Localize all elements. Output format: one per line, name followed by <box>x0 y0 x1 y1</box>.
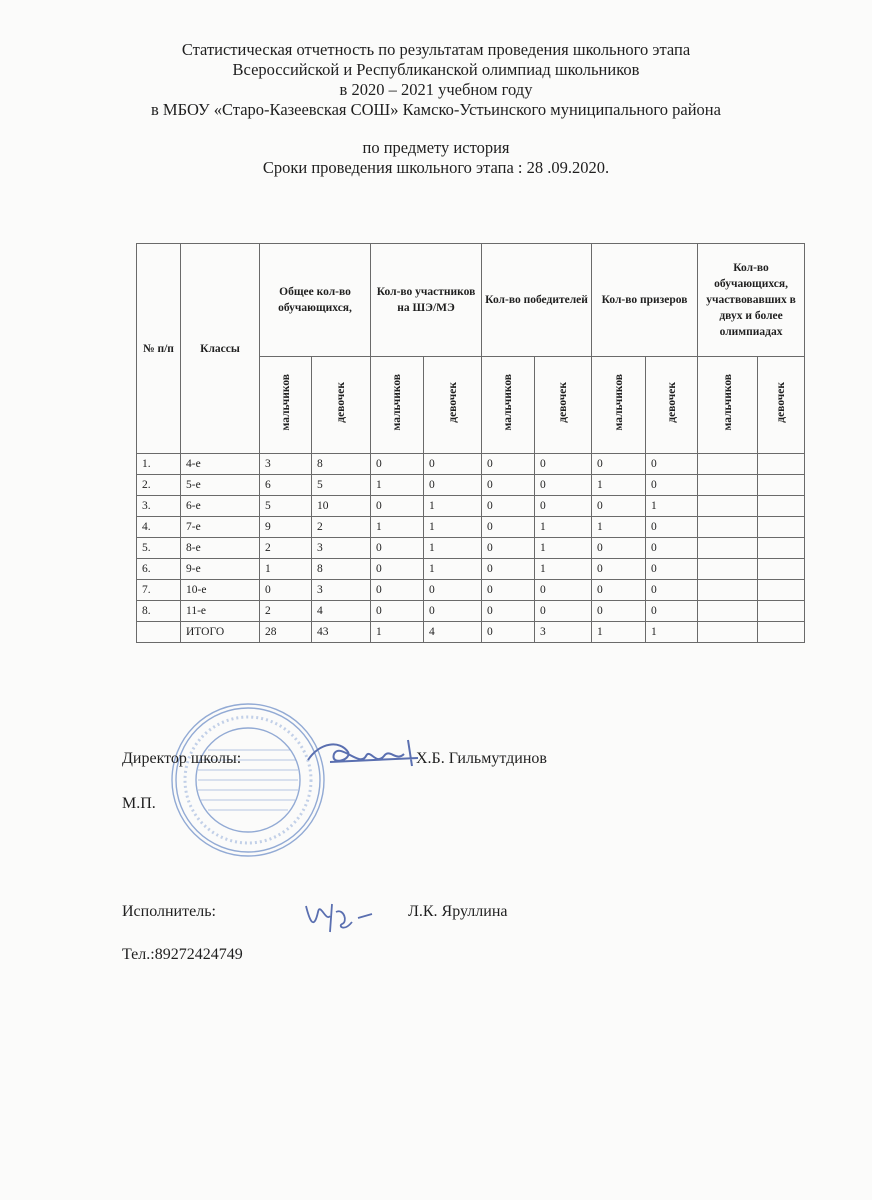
table-cell: 8 <box>312 559 371 580</box>
table-row <box>137 475 805 496</box>
table-cell: 0 <box>371 559 424 580</box>
table-cell <box>698 622 758 643</box>
header-total-students: Общее кол-во обучающихся, <box>260 244 371 357</box>
statistics-table <box>136 243 805 643</box>
table-cell <box>758 622 805 643</box>
table-cell: 0 <box>482 601 535 622</box>
table-cell: 0 <box>260 580 312 601</box>
header-winners: Кол-во победителей <box>482 244 592 357</box>
table-cell <box>698 517 758 538</box>
phone: Тел.:89272424749 <box>122 946 243 963</box>
executor-signature <box>296 892 386 942</box>
row-number: 2. <box>137 475 181 496</box>
subheader-girls: девочек <box>535 357 592 454</box>
executor-name: Л.К. Яруллина <box>408 903 508 920</box>
table-cell: 1 <box>592 475 646 496</box>
table-cell: 1 <box>424 559 482 580</box>
table-cell <box>698 475 758 496</box>
row-class: ИТОГО <box>181 622 260 643</box>
row-class: 4-е <box>181 454 260 475</box>
table-cell <box>758 580 805 601</box>
header-num: № п/п <box>137 244 181 454</box>
row-class: 10-е <box>181 580 260 601</box>
table-cell: 1 <box>592 517 646 538</box>
table-cell: 0 <box>592 580 646 601</box>
table-cell: 0 <box>482 475 535 496</box>
table-cell <box>758 454 805 475</box>
table-cell: 5 <box>312 475 371 496</box>
table-cell: 6 <box>260 475 312 496</box>
table-cell: 1 <box>535 517 592 538</box>
table-row <box>137 580 805 601</box>
table-cell: 0 <box>592 538 646 559</box>
table-cell: 3 <box>312 580 371 601</box>
table-cell: 1 <box>535 538 592 559</box>
row-number <box>137 622 181 643</box>
table-cell: 0 <box>371 496 424 517</box>
table-cell: 1 <box>424 517 482 538</box>
title-line-1: Статистическая отчетность по результатам проведения школьного этапа <box>181 40 691 59</box>
table-cell: 2 <box>312 517 371 538</box>
subheader-boys: мальчиков <box>260 357 312 454</box>
table-cell: 4 <box>424 622 482 643</box>
table-cell: 8 <box>312 454 371 475</box>
executor-label: Исполнитель: <box>122 903 216 920</box>
row-class: 7-е <box>181 517 260 538</box>
table-cell: 0 <box>424 601 482 622</box>
table-row <box>137 496 805 517</box>
table-cell <box>758 496 805 517</box>
title-line-4: в МБОУ «Старо-Казеевская СОШ» Камско-Устьинского муниципального района <box>151 100 721 119</box>
table-cell: 3 <box>312 538 371 559</box>
table-cell: 1 <box>371 475 424 496</box>
table-cell: 1 <box>424 496 482 517</box>
subheader-girls: девочек <box>758 357 805 454</box>
table-cell: 0 <box>592 559 646 580</box>
row-number: 1. <box>137 454 181 475</box>
table-cell <box>698 559 758 580</box>
row-class: 8-е <box>181 538 260 559</box>
table-cell <box>758 475 805 496</box>
subject-line: по предмету история <box>362 138 510 157</box>
table-cell: 0 <box>535 475 592 496</box>
table-cell: 1 <box>646 622 698 643</box>
table-row <box>137 454 805 475</box>
total-row <box>137 622 805 643</box>
table-cell <box>698 601 758 622</box>
table-cell <box>698 580 758 601</box>
table-cell: 10 <box>312 496 371 517</box>
table-cell: 1 <box>535 559 592 580</box>
table-cell: 0 <box>535 496 592 517</box>
seal-label: М.П. <box>122 795 156 812</box>
table-cell: 0 <box>646 580 698 601</box>
row-class: 9-е <box>181 559 260 580</box>
table-cell: 0 <box>646 475 698 496</box>
table-cell <box>698 454 758 475</box>
table-cell: 0 <box>646 601 698 622</box>
table-cell: 0 <box>482 538 535 559</box>
table-cell: 1 <box>646 496 698 517</box>
table-row <box>137 601 805 622</box>
table-cell: 0 <box>482 559 535 580</box>
table-cell: 5 <box>260 496 312 517</box>
table-cell <box>758 517 805 538</box>
table-cell: 0 <box>424 454 482 475</box>
row-number: 6. <box>137 559 181 580</box>
table-cell: 1 <box>371 622 424 643</box>
table-cell: 0 <box>482 580 535 601</box>
table-cell: 0 <box>482 622 535 643</box>
table-cell: 0 <box>371 601 424 622</box>
subheader-boys: мальчиков <box>592 357 646 454</box>
table-cell <box>698 538 758 559</box>
table-cell: 1 <box>371 517 424 538</box>
table-cell: 2 <box>260 601 312 622</box>
table-cell: 0 <box>646 454 698 475</box>
table-cell: 28 <box>260 622 312 643</box>
table-row <box>137 538 805 559</box>
table-body <box>137 454 805 643</box>
table-cell: 9 <box>260 517 312 538</box>
table-cell: 1 <box>260 559 312 580</box>
dates-line: Сроки проведения школьного этапа : 28 .09.2020. <box>262 158 610 177</box>
row-number: 4. <box>137 517 181 538</box>
table-cell: 0 <box>646 538 698 559</box>
row-number: 3. <box>137 496 181 517</box>
row-number: 8. <box>137 601 181 622</box>
table-cell: 2 <box>260 538 312 559</box>
header-prizewinners: Кол-во призеров <box>592 244 698 357</box>
row-class: 11-е <box>181 601 260 622</box>
table-cell: 0 <box>646 517 698 538</box>
table-cell: 0 <box>535 601 592 622</box>
director-signature <box>300 722 430 782</box>
table-cell: 0 <box>646 559 698 580</box>
title-line-3: в 2020 – 2021 учебном году <box>339 80 533 99</box>
table-cell: 0 <box>482 496 535 517</box>
title-line-2: Всероссийской и Республиканской олимпиад школьников <box>232 60 640 79</box>
table-cell <box>758 559 805 580</box>
row-number: 7. <box>137 580 181 601</box>
row-class: 6-е <box>181 496 260 517</box>
table-cell: 0 <box>424 580 482 601</box>
table-cell: 0 <box>535 454 592 475</box>
table-cell: 0 <box>592 601 646 622</box>
table-cell: 0 <box>482 517 535 538</box>
subheader-boys: мальчиков <box>698 357 758 454</box>
table-cell: 3 <box>260 454 312 475</box>
document-title <box>0 40 872 178</box>
header-multi-olympiad: Кол-во обучающихся, участвовавших в двух и более олимпиадах <box>698 244 805 357</box>
table-row <box>137 517 805 538</box>
table-cell: 0 <box>371 454 424 475</box>
subheader-boys: мальчиков <box>482 357 535 454</box>
table-cell: 4 <box>312 601 371 622</box>
header-participants: Кол-во участников на ШЭ/МЭ <box>371 244 482 357</box>
header-classes: Классы <box>181 244 260 454</box>
table-cell: 0 <box>592 454 646 475</box>
table-cell <box>758 601 805 622</box>
table-cell: 0 <box>482 454 535 475</box>
subheader-girls: девочек <box>646 357 698 454</box>
subheader-boys: мальчиков <box>371 357 424 454</box>
director-label: Директор школы: <box>122 750 242 767</box>
subheader-girls: девочек <box>312 357 371 454</box>
table-cell: 1 <box>592 622 646 643</box>
table-cell: 0 <box>424 475 482 496</box>
table-cell: 1 <box>424 538 482 559</box>
table-cell: 43 <box>312 622 371 643</box>
table-cell <box>758 538 805 559</box>
table-cell: 3 <box>535 622 592 643</box>
table-cell: 0 <box>371 580 424 601</box>
table-cell <box>698 496 758 517</box>
subheader-girls: девочек <box>424 357 482 454</box>
row-class: 5-е <box>181 475 260 496</box>
row-number: 5. <box>137 538 181 559</box>
director-name: Х.Б. Гильмутдинов <box>416 750 547 767</box>
table-cell: 0 <box>371 538 424 559</box>
table-cell: 0 <box>535 580 592 601</box>
table-cell: 0 <box>592 496 646 517</box>
table-row <box>137 559 805 580</box>
